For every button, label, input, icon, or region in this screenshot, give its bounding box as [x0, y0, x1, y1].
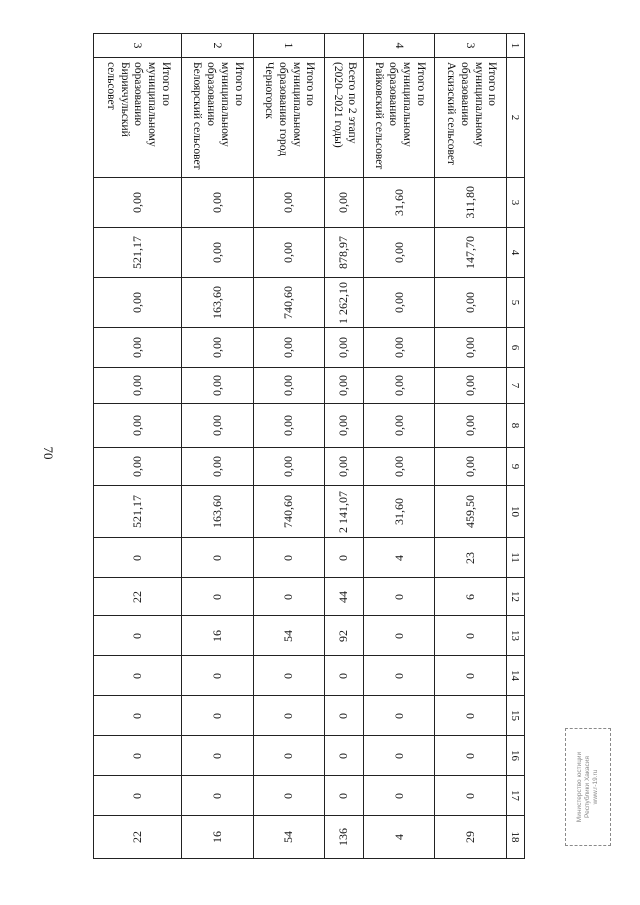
cell-value: [325, 656, 364, 696]
cell-value-text: 0,00: [209, 337, 224, 358]
cell-value-text: 44: [336, 590, 351, 603]
cell-value: [182, 578, 254, 616]
cell-value: [325, 616, 364, 656]
row-number: 1: [253, 34, 325, 58]
cell-value: [182, 368, 254, 404]
cell-value: [363, 278, 435, 328]
cell-value-text: 0: [281, 712, 296, 719]
cell-value: [363, 656, 435, 696]
cell-value-text: 0,00: [463, 415, 478, 436]
row-number: 2: [182, 34, 254, 58]
cell-value: [325, 404, 364, 448]
cell-value: [325, 776, 364, 816]
cell-value: [253, 328, 325, 368]
cell-value: [363, 816, 435, 859]
cell-value: [182, 776, 254, 816]
cell-value: [94, 486, 182, 538]
column-header: 17: [507, 776, 525, 816]
cell-value: [94, 368, 182, 404]
stamp-line: Министерство юстиции: [575, 751, 583, 823]
cell-value-text: 0,00: [391, 242, 406, 263]
cell-value: [435, 328, 507, 368]
cell-value: [435, 696, 507, 736]
column-header: 12: [507, 578, 525, 616]
cell-value-text: 0,00: [281, 242, 296, 263]
cell-value-text: 0: [209, 672, 224, 679]
column-header: 8: [507, 404, 525, 448]
cell-value: [363, 178, 435, 228]
cell-value-text: 0: [281, 554, 296, 561]
cell-value-text: 878,97: [336, 236, 351, 269]
cell-value: [182, 404, 254, 448]
cell-value-text: 0: [130, 752, 144, 759]
cell-value-text: 0,00: [463, 375, 478, 396]
cell-value: [325, 448, 364, 486]
cell-value-text: 54: [281, 831, 296, 843]
cell-value: [363, 486, 435, 538]
cell-value: [435, 578, 507, 616]
cell-value-text: 0: [391, 712, 406, 719]
row-number: 3: [94, 34, 182, 58]
cell-value-text: 0: [336, 672, 351, 679]
cell-value: [435, 448, 507, 486]
cell-value-text: 0: [130, 632, 144, 639]
cell-value-text: 4: [391, 554, 406, 561]
cell-value: [94, 404, 182, 448]
cell-value-text: 147,70: [463, 236, 478, 269]
row-label: Всего по 2 этапу (2020–2021 годы): [325, 58, 364, 178]
cell-value-text: 0,00: [130, 337, 144, 358]
cell-value-text: 0,00: [281, 456, 296, 477]
cell-value-text: 0: [209, 593, 224, 600]
cell-value-text: 0: [463, 712, 478, 719]
cell-value: [94, 696, 182, 736]
cell-value: [94, 328, 182, 368]
table-row: [435, 34, 507, 859]
cell-value: [363, 448, 435, 486]
row-label: Итого по муниципальному образованию Бирикчульский сельсовет: [94, 58, 182, 178]
cell-value: [435, 368, 507, 404]
table-row: [182, 34, 254, 859]
table-row: [325, 34, 364, 859]
cell-value: [363, 328, 435, 368]
cell-value-text: 311,80: [463, 186, 478, 219]
cell-value-text: 0: [463, 632, 478, 639]
cell-value: [325, 578, 364, 616]
cell-value-text: 92: [336, 629, 351, 642]
row-label: Итого по муниципальному образованию Аскизский сельсовет: [435, 58, 507, 178]
column-header: 14: [507, 656, 525, 696]
column-header: 4: [507, 228, 525, 278]
cell-value: [325, 538, 364, 578]
stamp-text: [576, 731, 600, 843]
cell-value-text: 1 262,10: [336, 281, 351, 324]
cell-value-text: 0: [336, 712, 351, 719]
cell-value-text: 0,00: [130, 192, 144, 213]
cell-value: [182, 696, 254, 736]
column-header: 10: [507, 486, 525, 538]
cell-value: [325, 328, 364, 368]
cell-value-text: 0: [209, 792, 224, 799]
cell-value-text: 0,00: [391, 456, 406, 477]
column-header: 5: [507, 278, 525, 328]
cell-value-text: 0,00: [336, 192, 351, 213]
column-header: 6: [507, 328, 525, 368]
cell-value: [435, 278, 507, 328]
cell-value: [363, 228, 435, 278]
cell-value: [363, 696, 435, 736]
cell-value: [435, 656, 507, 696]
cell-value: [435, 616, 507, 656]
cell-value-text: 0: [130, 792, 144, 799]
cell-value-text: 0: [463, 672, 478, 679]
cell-value: [182, 616, 254, 656]
cell-value-text: 6: [463, 593, 478, 600]
cell-value: [435, 404, 507, 448]
cell-value-text: 29: [463, 831, 478, 843]
column-header: 2: [507, 58, 525, 178]
cell-value: [325, 278, 364, 328]
row-label: Итого по муниципальному образованию Райковский сельсовет: [363, 58, 435, 178]
cell-value: [253, 368, 325, 404]
cell-value-text: 0,00: [130, 292, 144, 313]
cell-value-text: 0,00: [209, 375, 224, 396]
cell-value-text: 0: [463, 752, 478, 759]
cell-value: [435, 736, 507, 776]
registration-stamp: [565, 728, 611, 846]
row-number: [325, 34, 364, 58]
column-header: 15: [507, 696, 525, 736]
row-number: 4: [363, 34, 435, 58]
cell-value-text: 0: [391, 672, 406, 679]
cell-value: [325, 486, 364, 538]
cell-value: [363, 616, 435, 656]
cell-value-text: 0,00: [130, 375, 144, 396]
cell-value-text: 0,00: [281, 337, 296, 358]
cell-value: [435, 538, 507, 578]
cell-value-text: 0,00: [391, 375, 406, 396]
cell-value: [94, 278, 182, 328]
cell-value-text: 136: [336, 828, 351, 846]
cell-value: [363, 776, 435, 816]
row-number: 3: [435, 34, 507, 58]
cell-value-text: 0,00: [130, 415, 144, 436]
cell-value-text: 0,00: [209, 242, 224, 263]
cell-value: [94, 736, 182, 776]
cell-value: [325, 696, 364, 736]
cell-value: [253, 448, 325, 486]
cell-value-text: 0: [209, 752, 224, 759]
page-number: 70: [41, 446, 56, 460]
cell-value: [94, 656, 182, 696]
cell-value-text: 0,00: [336, 456, 351, 477]
cell-value-text: 0: [130, 672, 144, 679]
table-row: [94, 34, 182, 859]
column-header: 18: [507, 816, 525, 859]
cell-value: [325, 368, 364, 404]
cell-value: [325, 736, 364, 776]
cell-value-text: 0,00: [336, 337, 351, 358]
cell-value-text: 0: [209, 712, 224, 719]
cell-value-text: 0: [281, 593, 296, 600]
cell-value: [182, 178, 254, 228]
cell-value-text: 16: [209, 629, 224, 642]
cell-value: [253, 486, 325, 538]
column-header: 13: [507, 616, 525, 656]
cell-value-text: 0: [336, 752, 351, 759]
cell-value: [363, 538, 435, 578]
cell-value-text: 0: [281, 752, 296, 759]
cell-value: [94, 538, 182, 578]
cell-value: [182, 228, 254, 278]
cell-value: [94, 776, 182, 816]
table-rotated-container: [93, 33, 525, 858]
cell-value-text: 0,00: [336, 375, 351, 396]
cell-value-text: 521,17: [130, 236, 144, 269]
cell-value: [253, 278, 325, 328]
cell-value: [94, 616, 182, 656]
cell-value-text: 0: [336, 554, 351, 561]
cell-value: [253, 578, 325, 616]
table-row: [363, 34, 435, 859]
cell-value-text: 0,00: [463, 337, 478, 358]
stamp-line: Республики Хакасия: [583, 756, 591, 818]
cell-value: [253, 616, 325, 656]
cell-value: [363, 404, 435, 448]
cell-value-text: 0,00: [281, 192, 296, 213]
cell-value-text: 163,60: [209, 286, 224, 319]
cell-value: [182, 656, 254, 696]
cell-value: [253, 696, 325, 736]
column-header: 3: [507, 178, 525, 228]
cell-value-text: 23: [463, 551, 478, 564]
cell-value: [435, 486, 507, 538]
cell-value-text: 0: [391, 593, 406, 600]
cell-value: [325, 816, 364, 859]
cell-value-text: 0,00: [391, 337, 406, 358]
cell-value: [435, 816, 507, 859]
column-header: 9: [507, 448, 525, 486]
table-body: [94, 34, 507, 859]
header-row: [507, 34, 525, 859]
cell-value-text: 0,00: [130, 456, 144, 477]
cell-value-text: 2 141,07: [336, 490, 351, 533]
cell-value-text: 0,00: [209, 192, 224, 213]
cell-value-text: 0: [130, 554, 144, 561]
cell-value-text: 740,60: [281, 286, 296, 319]
cell-value: [182, 736, 254, 776]
cell-value-text: 521,17: [130, 495, 144, 528]
cell-value-text: 0: [281, 672, 296, 679]
cell-value: [182, 448, 254, 486]
cell-value: [182, 486, 254, 538]
cell-value-text: 0: [130, 712, 144, 719]
cell-value: [363, 736, 435, 776]
column-header: 7: [507, 368, 525, 404]
cell-value-text: 31,60: [391, 189, 406, 216]
cell-value: [325, 178, 364, 228]
cell-value: [182, 538, 254, 578]
cell-value-text: 22: [130, 831, 144, 843]
cell-value: [325, 228, 364, 278]
cell-value: [182, 278, 254, 328]
cell-value-text: 0: [391, 752, 406, 759]
cell-value: [182, 328, 254, 368]
cell-value-text: 163,60: [209, 495, 224, 528]
stamp-line: www.r-19.ru: [592, 769, 600, 805]
column-header: 1: [507, 34, 525, 58]
cell-value: [253, 736, 325, 776]
cell-value: [363, 578, 435, 616]
cell-value: [253, 178, 325, 228]
cell-value-text: 16: [209, 831, 224, 843]
cell-value-text: 740,60: [281, 495, 296, 528]
cell-value: [94, 228, 182, 278]
cell-value: [94, 816, 182, 859]
column-header: 11: [507, 538, 525, 578]
cell-value-text: 0,00: [336, 415, 351, 436]
cell-value-text: 54: [281, 629, 296, 642]
cell-value-text: 0: [463, 792, 478, 799]
cell-value-text: 0: [336, 792, 351, 799]
cell-value-text: 22: [130, 590, 144, 603]
cell-value-text: 0,00: [391, 415, 406, 436]
cell-value: [253, 776, 325, 816]
cell-value-text: 0,00: [209, 415, 224, 436]
row-label: Итого по муниципальному образованию город Черногорск: [253, 58, 325, 178]
data-table: [93, 33, 525, 859]
cell-value: [435, 228, 507, 278]
cell-value-text: 0: [391, 632, 406, 639]
cell-value: [253, 656, 325, 696]
cell-value: [94, 448, 182, 486]
cell-value-text: 0: [281, 792, 296, 799]
cell-value-text: 4: [391, 834, 406, 840]
cell-value-text: 0,00: [463, 456, 478, 477]
cell-value-text: 0: [391, 792, 406, 799]
cell-value-text: 0,00: [463, 292, 478, 313]
cell-value: [182, 816, 254, 859]
cell-value: [94, 178, 182, 228]
column-header: 16: [507, 736, 525, 776]
cell-value: [363, 368, 435, 404]
cell-value-text: 0: [209, 554, 224, 561]
cell-value: [253, 816, 325, 859]
cell-value: [253, 404, 325, 448]
cell-value-text: 0,00: [281, 375, 296, 396]
cell-value-text: 459,50: [463, 495, 478, 528]
table-row: [253, 34, 325, 859]
cell-value: [253, 228, 325, 278]
row-label: Итого по муниципальному образованию Белоярский сельсовет: [182, 58, 254, 178]
cell-value-text: 0,00: [391, 292, 406, 313]
cell-value: [435, 178, 507, 228]
cell-value-text: 0,00: [209, 456, 224, 477]
cell-value: [435, 776, 507, 816]
cell-value-text: 31,60: [391, 498, 406, 525]
cell-value: [253, 538, 325, 578]
cell-value-text: 0,00: [281, 415, 296, 436]
cell-value: [94, 578, 182, 616]
